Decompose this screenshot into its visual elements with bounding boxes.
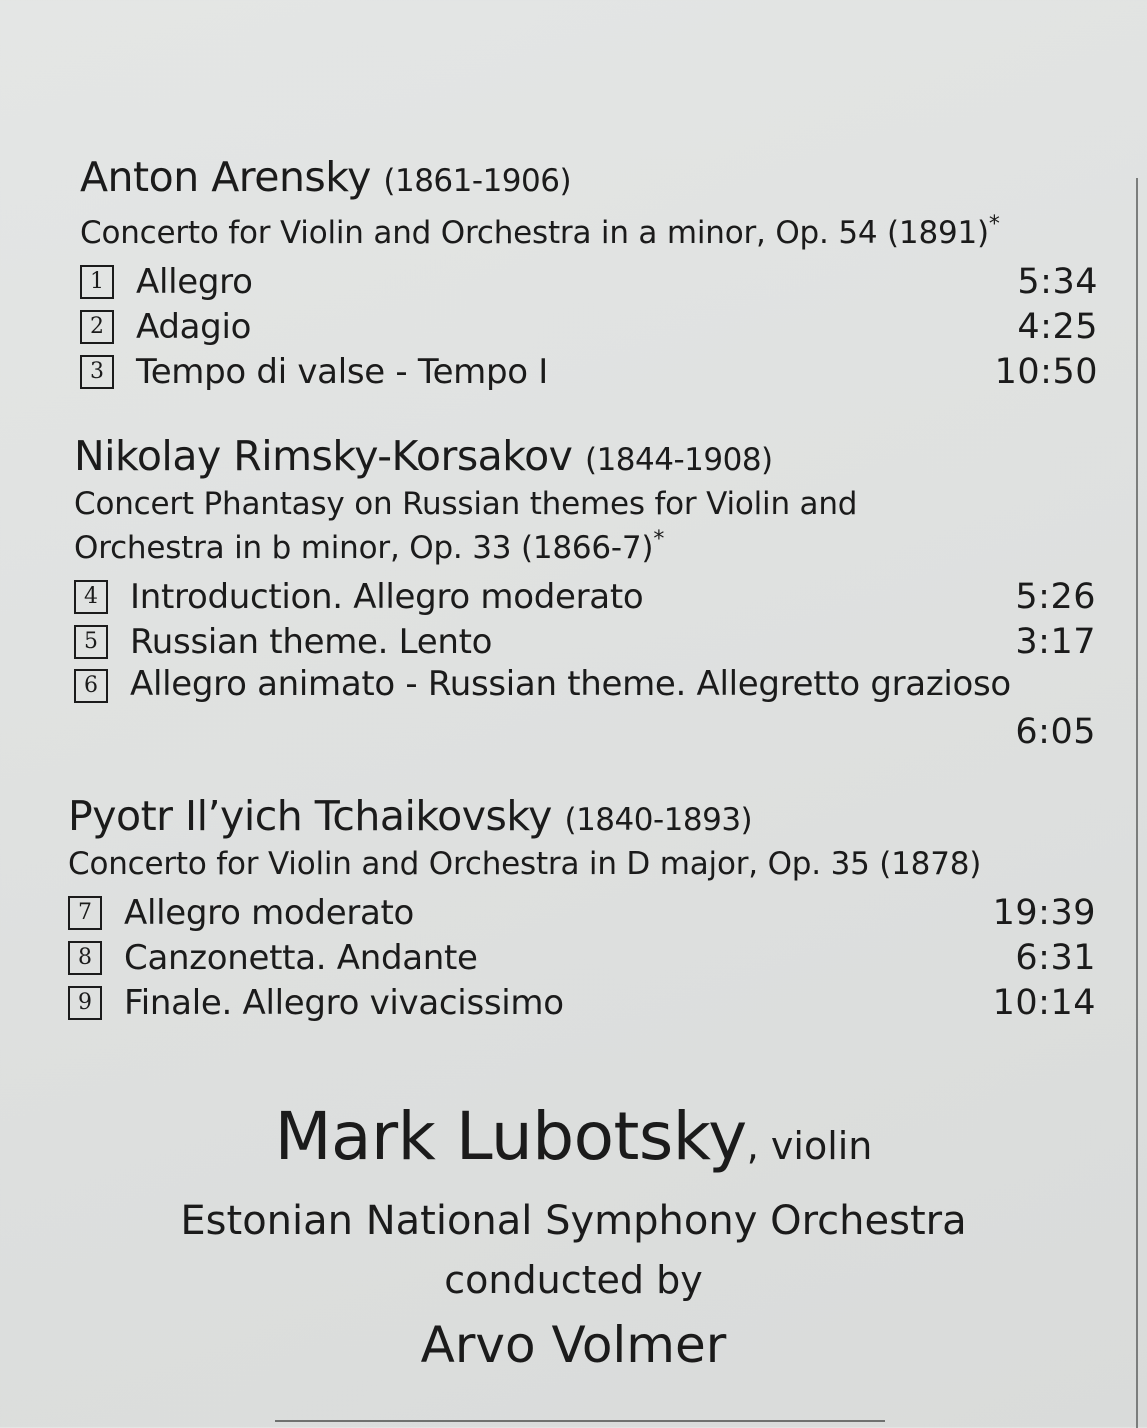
track-row[interactable] [80, 349, 1098, 394]
composer-dates: (1861-1906) [383, 163, 572, 199]
track-row[interactable] [68, 890, 1096, 935]
track-list [68, 890, 1096, 1025]
bottom-rule [275, 1420, 885, 1422]
track-title: Allegro animato - Russian theme. Allegretto grazioso [130, 664, 1011, 704]
track-row[interactable] [74, 574, 1096, 619]
track-list [80, 259, 1098, 394]
work-section-tchaikovsky [68, 792, 1096, 1025]
track-number-box: 5 [74, 625, 108, 659]
track-list [74, 574, 1096, 752]
track-number-box: 8 [68, 941, 102, 975]
orchestra-name: Estonian National Symphony Orchestra [180, 1198, 967, 1244]
track-number-box: 6 [74, 669, 108, 703]
track-title: Canzonetta. Andante [124, 937, 478, 978]
track-title: Finale. Allegro vivacissimo [124, 982, 564, 1023]
soloist-role: , violin [746, 1124, 873, 1168]
work-title [68, 846, 1096, 882]
composer-heading [74, 432, 1096, 484]
track-number-box: 7 [68, 896, 102, 930]
track-duration: 10:50 [994, 351, 1098, 392]
track-row[interactable] [80, 304, 1098, 349]
conducted-by-label: conducted by [444, 1258, 703, 1302]
soloist-name: Mark Lubotsky [274, 1098, 747, 1175]
track-title: Tempo di valse - Tempo I [136, 351, 549, 392]
composer-dates: (1840-1893) [564, 802, 753, 838]
track-duration: 19:39 [992, 892, 1096, 933]
composer-name: Pyotr Il’yich Tchaikovsky [68, 792, 552, 840]
track-duration: 4:25 [1017, 306, 1098, 347]
performer-credits [0, 1098, 1147, 1374]
footnote-mark: * [988, 212, 1000, 237]
track-number-box: 2 [80, 310, 114, 344]
work-title-line: Orchestra in b minor, Op. 33 (1866-7) [74, 530, 654, 566]
track-row[interactable] [80, 259, 1098, 304]
work-title-line: Concert Phantasy on Russian themes for Violin and [74, 486, 858, 522]
work-title-line: Concerto for Violin and Orchestra in D major, Op. 35 (1878) [68, 846, 982, 882]
track-number-box: 4 [74, 580, 108, 614]
track-row[interactable] [74, 664, 1096, 752]
track-duration: 5:34 [1017, 261, 1098, 302]
composer-dates: (1844-1908) [584, 442, 773, 478]
track-number-box: 3 [80, 355, 114, 389]
work-section-arensky [80, 153, 1098, 394]
track-duration: 6:05 [1015, 712, 1096, 752]
work-section-rimsky-korsakov [74, 432, 1096, 752]
composer-name: Nikolay Rimsky-Korsakov [74, 432, 573, 480]
composer-name: Anton Arensky [80, 153, 371, 201]
track-number-box: 1 [80, 265, 114, 299]
soloist-line [0, 1098, 1147, 1180]
track-title: Russian theme. Lento [130, 621, 493, 662]
track-title: Allegro [136, 261, 253, 302]
work-title-line: Concerto for Violin and Orchestra in a minor, Op. 54 (1891) [80, 215, 989, 251]
track-row[interactable] [68, 935, 1096, 980]
footnote-mark: * [653, 527, 665, 552]
track-title: Introduction. Allegro moderato [130, 576, 644, 617]
track-number-box: 9 [68, 986, 102, 1020]
composer-heading [68, 792, 1096, 844]
conductor-name: Arvo Volmer [420, 1316, 727, 1374]
track-row[interactable] [74, 619, 1096, 664]
track-title: Adagio [136, 306, 252, 347]
track-duration: 3:17 [1015, 621, 1096, 662]
composer-heading [80, 153, 1098, 205]
work-title [74, 486, 1096, 566]
work-title [80, 207, 1098, 251]
track-row[interactable] [68, 980, 1096, 1025]
track-title: Allegro moderato [124, 892, 415, 933]
track-duration: 10:14 [992, 982, 1096, 1023]
track-duration: 6:31 [1015, 937, 1096, 978]
track-duration: 5:26 [1015, 576, 1096, 617]
